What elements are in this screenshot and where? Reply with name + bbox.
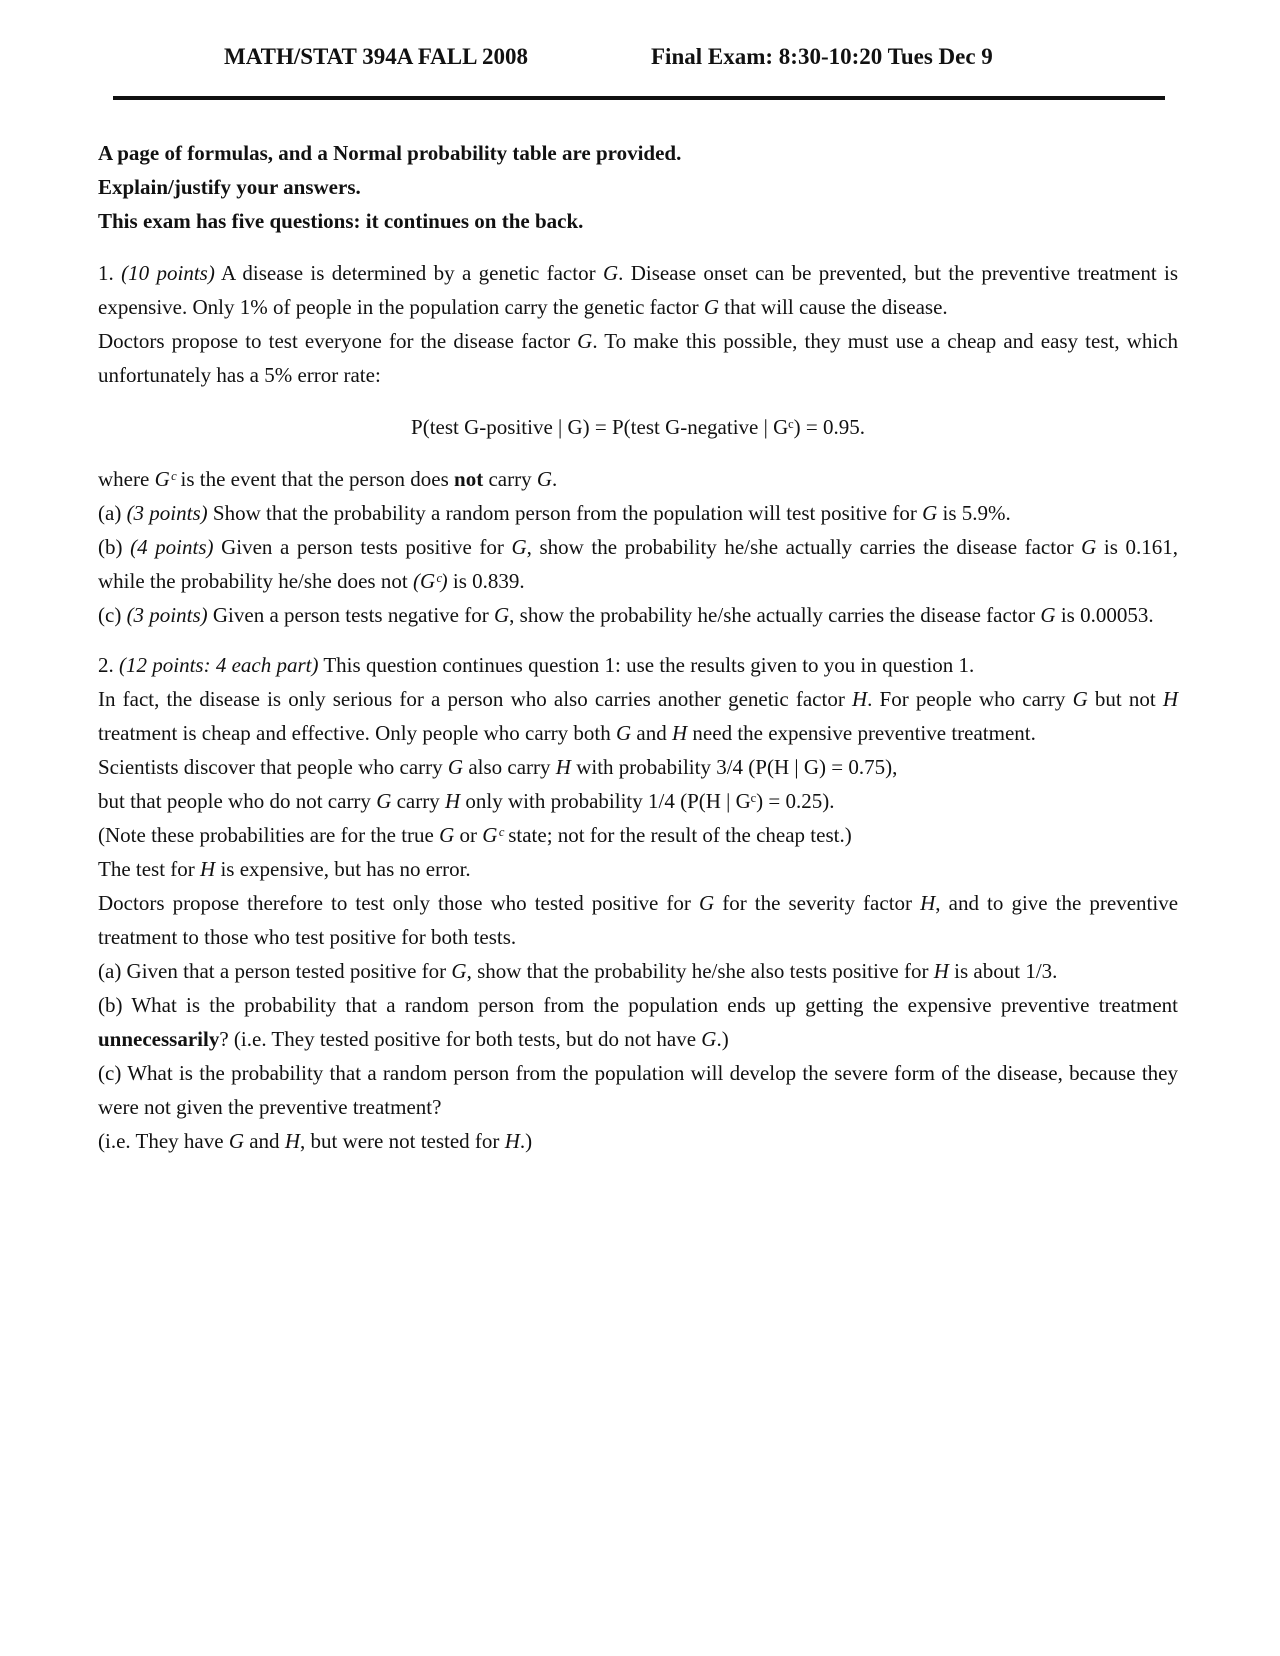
q2-part-a: (a) Given that a person tested positive for G, show that the probability he/she also tests positive for H is about 1/3. xyxy=(98,959,1058,983)
q2-part-b: (b) What is the probability that a random person from the population ends up getting the expensive preventive treatment unnecessarily? (i.e. They tested positive for both tests, but do not have G.) xyxy=(98,993,1178,1051)
instruction-line: A page of formulas, and a Normal probability table are provided. xyxy=(98,141,682,165)
instruction-line: Explain/justify your answers. xyxy=(98,175,361,199)
q2-note: (Note these probabilities are for the true G or Gᶜ state; not for the result of the cheap test.) xyxy=(98,823,852,847)
course-title: MATH/STAT 394A FALL 2008 xyxy=(224,44,528,69)
q2-part-c: (c) What is the probability that a random person from the population will develop the severe form of the disease, because they were not given the preventive treatment? xyxy=(98,1061,1178,1119)
q2-part-c-note: (i.e. They have G and H, but were not tested for H.) xyxy=(98,1129,533,1153)
q1-part-a: (a) (3 points) Show that the probability a random person from the population will test positive for G is 5.9%. xyxy=(98,501,1011,525)
q2-points: (12 points: 4 each part) xyxy=(119,653,319,677)
q1-where: where Gᶜ is the event that the person does not carry G. xyxy=(98,467,558,491)
q1-paragraph-1: 1. (10 points) A disease is determined by a genetic factor G. Disease onset can be prevented, but the preventive treatment is expensive. Only 1% of people in the population carry the genetic factor G that will cause the disease. xyxy=(98,261,1179,319)
q2-scientists-2: but that people who do not carry G carry H only with probability 1/4 (P(H | Gᶜ) = 0.25). xyxy=(98,789,835,813)
header-rule xyxy=(113,96,1165,100)
q1-formula: P(test G-positive | G) = P(test G-negative | Gᶜ) = 0.95. xyxy=(411,415,865,439)
q2-doctors: Doctors propose therefore to test only those who tested positive for G for the severity factor H, and to give the preventive treatment to those who test positive for both tests. xyxy=(98,891,1179,949)
q2-paragraph-1: In fact, the disease is only serious for a person who also carries another genetic factor H. For people who carry G but not H treatment is cheap and effective. Only people who carry both G and H need the expensive preventive treatment. xyxy=(98,687,1179,745)
question-2 xyxy=(98,648,1178,1158)
q2-test-note: The test for H is expensive, but has no error. xyxy=(98,857,471,881)
q2-lead: 2. (12 points: 4 each part) This question continues question 1: use the results given to you in question 1. xyxy=(98,653,975,677)
q2-scientists-1: Scientists discover that people who carry G also carry H with probability 3/4 (P(H | G) = 0.75), xyxy=(98,755,898,779)
instructions xyxy=(98,136,1178,238)
instruction-line: This exam has five questions: it continues on the back. xyxy=(98,209,584,233)
q1-paragraph-2: Doctors propose to test everyone for the disease factor G. To make this possible, they must use a cheap and easy test, which unfortunately has a 5% error rate: xyxy=(98,329,1179,387)
exam-body xyxy=(98,136,1178,1158)
q1-part-b: (b) (4 points) Given a person tests positive for G, show the probability he/she actually carries the disease factor G is 0.161, while the probability he/she does not (Gᶜ) is 0.839. xyxy=(98,535,1178,593)
q1-points: (10 points) xyxy=(121,261,215,285)
question-1 xyxy=(98,256,1178,632)
q1-part-c: (c) (3 points) Given a person tests negative for G, show the probability he/she actually carries the disease factor G is 0.00053. xyxy=(98,603,1154,627)
exam-time: Final Exam: 8:30-10:20 Tues Dec 9 xyxy=(651,44,993,69)
